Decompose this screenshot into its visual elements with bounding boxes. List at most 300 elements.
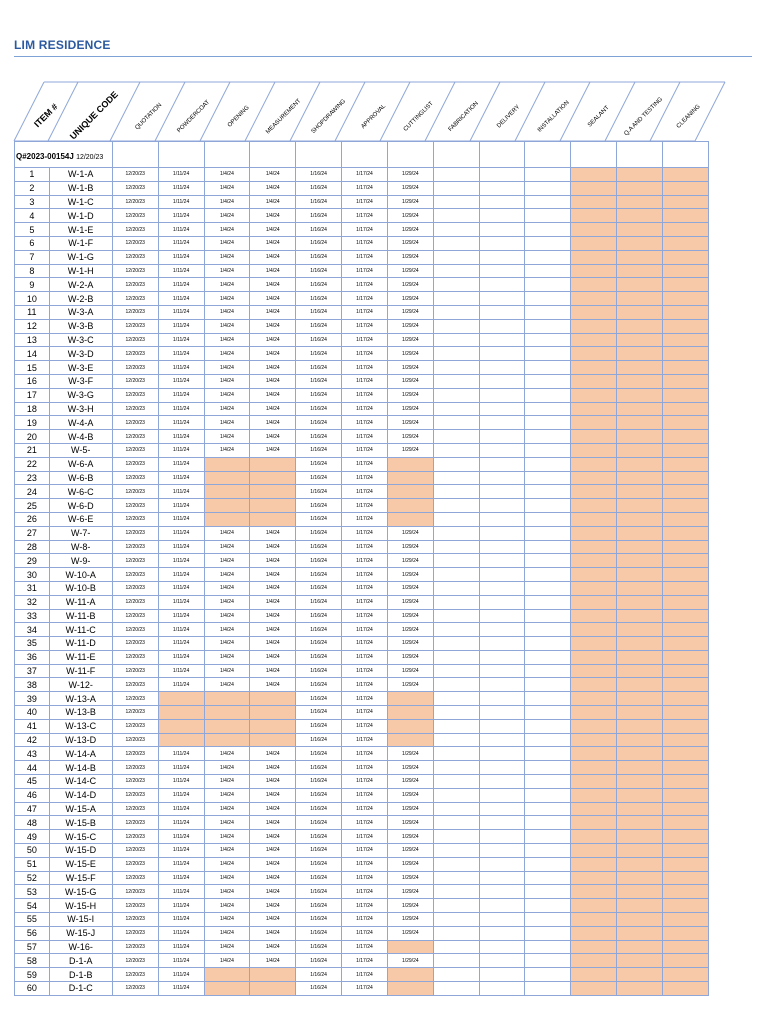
shopdrawing-date: 1/16/24	[296, 443, 342, 457]
quotation-date: 12/20/23	[112, 209, 158, 223]
opening-date: 1/4/24	[204, 664, 250, 678]
opening-date: 1/4/24	[204, 788, 250, 802]
qa-pending	[617, 278, 663, 292]
table-row	[15, 526, 709, 540]
cuttinglist-date: 1/29/24	[387, 761, 433, 775]
shopdrawing-date: 1/16/24	[296, 209, 342, 223]
powdercoat-date: 1/11/24	[158, 209, 204, 223]
sealant-pending	[571, 388, 617, 402]
sealant-pending	[571, 885, 617, 899]
unique-code: W-14-A	[49, 747, 112, 761]
unique-code: W-11-F	[49, 664, 112, 678]
approval-date: 1/17/24	[342, 499, 388, 513]
approval-date: 1/17/24	[342, 581, 388, 595]
opening-date: 1/4/24	[204, 761, 250, 775]
powdercoat-date: 1/11/24	[158, 857, 204, 871]
cleaning-pending	[662, 209, 708, 223]
qa-pending	[617, 168, 663, 182]
approval-date: 1/17/24	[342, 181, 388, 195]
measurement-date: 1/4/24	[250, 775, 296, 789]
opening-date: 1/4/24	[204, 430, 250, 444]
installation-cell	[525, 554, 571, 568]
sealant-pending	[571, 554, 617, 568]
installation-cell	[525, 954, 571, 968]
installation-cell	[525, 885, 571, 899]
powdercoat-date: 1/11/24	[158, 264, 204, 278]
opening-date: 1/4/24	[204, 678, 250, 692]
cuttinglist-pending	[387, 457, 433, 471]
table-row	[15, 361, 709, 375]
measurement-pending	[250, 692, 296, 706]
qa-pending	[617, 747, 663, 761]
sealant-pending	[571, 292, 617, 306]
qa-pending	[617, 388, 663, 402]
approval-date: 1/17/24	[342, 209, 388, 223]
measurement-date: 1/4/24	[250, 416, 296, 430]
opening-date: 1/4/24	[204, 637, 250, 651]
quotation-date: 12/20/23	[112, 554, 158, 568]
shopdrawing-date: 1/16/24	[296, 968, 342, 982]
table-row	[15, 609, 709, 623]
qa-pending	[617, 637, 663, 651]
cuttinglist-pending	[387, 706, 433, 720]
measurement-date: 1/4/24	[250, 236, 296, 250]
shopdrawing-date: 1/16/24	[296, 181, 342, 195]
qa-pending	[617, 361, 663, 375]
item-number: 48	[15, 816, 50, 830]
installation-cell	[525, 333, 571, 347]
installation-cell	[525, 499, 571, 513]
shopdrawing-date: 1/16/24	[296, 554, 342, 568]
cuttinglist-date: 1/29/24	[387, 581, 433, 595]
shopdrawing-date: 1/16/24	[296, 926, 342, 940]
quotation-date: 12/20/23	[112, 443, 158, 457]
cleaning-pending	[662, 416, 708, 430]
fabrication-cell	[433, 278, 479, 292]
table-row	[15, 857, 709, 871]
quotation-date: 12/20/23	[112, 968, 158, 982]
quote-number: Q#2023-00154J	[16, 151, 77, 161]
measurement-date: 1/4/24	[250, 195, 296, 209]
quote-row-cell	[479, 142, 525, 168]
fabrication-cell	[433, 250, 479, 264]
sealant-pending	[571, 499, 617, 513]
measurement-date: 1/4/24	[250, 899, 296, 913]
fabrication-cell	[433, 168, 479, 182]
unique-code: W-15-H	[49, 899, 112, 913]
cuttinglist-date: 1/29/24	[387, 802, 433, 816]
measurement-date: 1/4/24	[250, 223, 296, 237]
cleaning-pending	[662, 899, 708, 913]
table-row	[15, 885, 709, 899]
delivery-cell	[479, 706, 525, 720]
sealant-pending	[571, 195, 617, 209]
shopdrawing-date: 1/16/24	[296, 581, 342, 595]
unique-code: W-15-D	[49, 844, 112, 858]
shopdrawing-date: 1/16/24	[296, 609, 342, 623]
measurement-date: 1/4/24	[250, 305, 296, 319]
installation-cell	[525, 609, 571, 623]
table-row	[15, 264, 709, 278]
approval-date: 1/17/24	[342, 857, 388, 871]
table-row	[15, 457, 709, 471]
unique-code: W-6-B	[49, 471, 112, 485]
qa-pending	[617, 250, 663, 264]
approval-date: 1/17/24	[342, 333, 388, 347]
item-number: 33	[15, 609, 50, 623]
shopdrawing-date: 1/16/24	[296, 595, 342, 609]
sealant-pending	[571, 664, 617, 678]
cleaning-pending	[662, 857, 708, 871]
sealant-pending	[571, 899, 617, 913]
qa-pending	[617, 374, 663, 388]
powdercoat-date: 1/11/24	[158, 168, 204, 182]
approval-date: 1/17/24	[342, 926, 388, 940]
installation-cell	[525, 292, 571, 306]
cleaning-pending	[662, 361, 708, 375]
item-number: 38	[15, 678, 50, 692]
unique-code: W-2-A	[49, 278, 112, 292]
opening-date: 1/4/24	[204, 526, 250, 540]
table-row	[15, 954, 709, 968]
column-header-opening: OPENING	[226, 104, 251, 129]
item-number: 14	[15, 347, 50, 361]
delivery-cell	[479, 347, 525, 361]
item-number: 25	[15, 499, 50, 513]
item-number: 24	[15, 485, 50, 499]
unique-code: W-11-C	[49, 623, 112, 637]
installation-cell	[525, 788, 571, 802]
quotation-date: 12/20/23	[112, 305, 158, 319]
delivery-cell	[479, 678, 525, 692]
item-number: 50	[15, 844, 50, 858]
cleaning-pending	[662, 264, 708, 278]
quotation-date: 12/20/23	[112, 913, 158, 927]
qa-pending	[617, 899, 663, 913]
quotation-date: 12/20/23	[112, 650, 158, 664]
shopdrawing-date: 1/16/24	[296, 885, 342, 899]
quotation-date: 12/20/23	[112, 747, 158, 761]
opening-pending	[204, 733, 250, 747]
opening-pending	[204, 982, 250, 996]
cleaning-pending	[662, 526, 708, 540]
fabrication-cell	[433, 788, 479, 802]
measurement-date: 1/4/24	[250, 347, 296, 361]
opening-date: 1/4/24	[204, 168, 250, 182]
unique-code: W-15-B	[49, 816, 112, 830]
cleaning-pending	[662, 761, 708, 775]
fabrication-cell	[433, 816, 479, 830]
opening-date: 1/4/24	[204, 650, 250, 664]
fabrication-cell	[433, 623, 479, 637]
cleaning-pending	[662, 719, 708, 733]
item-number: 58	[15, 954, 50, 968]
fabrication-cell	[433, 181, 479, 195]
quote-row-cell	[617, 142, 663, 168]
delivery-cell	[479, 788, 525, 802]
installation-cell	[525, 278, 571, 292]
qa-pending	[617, 457, 663, 471]
fabrication-cell	[433, 637, 479, 651]
qa-pending	[617, 706, 663, 720]
fabrication-cell	[433, 926, 479, 940]
sealant-pending	[571, 264, 617, 278]
sealant-pending	[571, 250, 617, 264]
powdercoat-date: 1/11/24	[158, 278, 204, 292]
item-number: 16	[15, 374, 50, 388]
cuttinglist-date: 1/29/24	[387, 292, 433, 306]
cleaning-pending	[662, 292, 708, 306]
cleaning-pending	[662, 637, 708, 651]
item-number: 4	[15, 209, 50, 223]
cuttinglist-date: 1/29/24	[387, 264, 433, 278]
delivery-cell	[479, 664, 525, 678]
cuttinglist-date: 1/29/24	[387, 568, 433, 582]
cuttinglist-date: 1/29/24	[387, 319, 433, 333]
quotation-date: 12/20/23	[112, 733, 158, 747]
shopdrawing-date: 1/16/24	[296, 830, 342, 844]
sealant-pending	[571, 305, 617, 319]
shopdrawing-date: 1/16/24	[296, 361, 342, 375]
opening-date: 1/4/24	[204, 802, 250, 816]
delivery-cell	[479, 830, 525, 844]
table-row	[15, 209, 709, 223]
approval-date: 1/17/24	[342, 775, 388, 789]
shopdrawing-date: 1/16/24	[296, 236, 342, 250]
shopdrawing-date: 1/16/24	[296, 402, 342, 416]
measurement-date: 1/4/24	[250, 885, 296, 899]
cuttinglist-pending	[387, 968, 433, 982]
quotation-date: 12/20/23	[112, 595, 158, 609]
column-header-measurement: MEASUREMENT	[265, 98, 303, 136]
qa-pending	[617, 650, 663, 664]
sealant-pending	[571, 319, 617, 333]
cleaning-pending	[662, 830, 708, 844]
opening-pending	[204, 471, 250, 485]
cleaning-pending	[662, 568, 708, 582]
quotation-date: 12/20/23	[112, 278, 158, 292]
fabrication-cell	[433, 609, 479, 623]
cleaning-pending	[662, 305, 708, 319]
installation-cell	[525, 568, 571, 582]
approval-date: 1/17/24	[342, 361, 388, 375]
unique-code: W-1-F	[49, 236, 112, 250]
measurement-date: 1/4/24	[250, 816, 296, 830]
qa-pending	[617, 292, 663, 306]
powdercoat-date: 1/11/24	[158, 623, 204, 637]
item-number: 3	[15, 195, 50, 209]
unique-code: W-3-D	[49, 347, 112, 361]
table-row	[15, 278, 709, 292]
shopdrawing-date: 1/16/24	[296, 347, 342, 361]
installation-cell	[525, 223, 571, 237]
shopdrawing-date: 1/16/24	[296, 844, 342, 858]
fabrication-cell	[433, 954, 479, 968]
delivery-cell	[479, 816, 525, 830]
measurement-pending	[250, 968, 296, 982]
sealant-pending	[571, 802, 617, 816]
quote-row-cell	[662, 142, 708, 168]
cleaning-pending	[662, 788, 708, 802]
approval-date: 1/17/24	[342, 706, 388, 720]
measurement-pending	[250, 982, 296, 996]
quotation-date: 12/20/23	[112, 581, 158, 595]
approval-date: 1/17/24	[342, 816, 388, 830]
powdercoat-pending	[158, 692, 204, 706]
cleaning-pending	[662, 775, 708, 789]
fabrication-cell	[433, 885, 479, 899]
table-row	[15, 940, 709, 954]
powdercoat-date: 1/11/24	[158, 554, 204, 568]
cuttinglist-date: 1/29/24	[387, 871, 433, 885]
quotation-date: 12/20/23	[112, 374, 158, 388]
qa-pending	[617, 968, 663, 982]
column-header-cuttinglist: CUTTINGLIST	[402, 100, 435, 133]
fabrication-cell	[433, 512, 479, 526]
powdercoat-date: 1/11/24	[158, 347, 204, 361]
fabrication-cell	[433, 319, 479, 333]
opening-date: 1/4/24	[204, 830, 250, 844]
approval-date: 1/17/24	[342, 650, 388, 664]
measurement-pending	[250, 733, 296, 747]
opening-date: 1/4/24	[204, 554, 250, 568]
measurement-date: 1/4/24	[250, 568, 296, 582]
unique-code: W-15-G	[49, 885, 112, 899]
delivery-cell	[479, 209, 525, 223]
opening-date: 1/4/24	[204, 236, 250, 250]
powdercoat-date: 1/11/24	[158, 402, 204, 416]
opening-pending	[204, 457, 250, 471]
opening-date: 1/4/24	[204, 885, 250, 899]
delivery-cell	[479, 775, 525, 789]
opening-date: 1/4/24	[204, 402, 250, 416]
cuttinglist-date: 1/29/24	[387, 816, 433, 830]
qa-pending	[617, 347, 663, 361]
measurement-date: 1/4/24	[250, 940, 296, 954]
column-header-installation: INSTALLATION	[536, 99, 571, 134]
powdercoat-date: 1/11/24	[158, 954, 204, 968]
qa-pending	[617, 678, 663, 692]
approval-date: 1/17/24	[342, 719, 388, 733]
cuttinglist-date: 1/29/24	[387, 209, 433, 223]
powdercoat-date: 1/11/24	[158, 678, 204, 692]
powdercoat-date: 1/11/24	[158, 982, 204, 996]
quotation-date: 12/20/23	[112, 623, 158, 637]
shopdrawing-date: 1/16/24	[296, 333, 342, 347]
approval-date: 1/17/24	[342, 733, 388, 747]
item-number: 15	[15, 361, 50, 375]
opening-date: 1/4/24	[204, 388, 250, 402]
approval-date: 1/17/24	[342, 540, 388, 554]
table-row	[15, 802, 709, 816]
sealant-pending	[571, 568, 617, 582]
sealant-pending	[571, 747, 617, 761]
table-row	[15, 761, 709, 775]
qa-pending	[617, 816, 663, 830]
cleaning-pending	[662, 402, 708, 416]
header-diagonal-line	[110, 82, 140, 141]
item-number: 20	[15, 430, 50, 444]
approval-date: 1/17/24	[342, 802, 388, 816]
item-number: 23	[15, 471, 50, 485]
cleaning-pending	[662, 816, 708, 830]
item-number: 2	[15, 181, 50, 195]
fabrication-cell	[433, 471, 479, 485]
opening-pending	[204, 485, 250, 499]
approval-date: 1/17/24	[342, 692, 388, 706]
quotation-date: 12/20/23	[112, 940, 158, 954]
table-row	[15, 913, 709, 927]
item-number: 8	[15, 264, 50, 278]
unique-code: W-6-D	[49, 499, 112, 513]
approval-date: 1/17/24	[342, 913, 388, 927]
cuttinglist-date: 1/29/24	[387, 788, 433, 802]
measurement-date: 1/4/24	[250, 788, 296, 802]
sealant-pending	[571, 775, 617, 789]
cuttinglist-date: 1/29/24	[387, 181, 433, 195]
cuttinglist-date: 1/29/24	[387, 443, 433, 457]
cuttinglist-date: 1/29/24	[387, 374, 433, 388]
opening-pending	[204, 512, 250, 526]
cleaning-pending	[662, 885, 708, 899]
cleaning-pending	[662, 485, 708, 499]
installation-cell	[525, 236, 571, 250]
opening-date: 1/4/24	[204, 871, 250, 885]
opening-pending	[204, 499, 250, 513]
sealant-pending	[571, 236, 617, 250]
quotation-date: 12/20/23	[112, 982, 158, 996]
approval-date: 1/17/24	[342, 416, 388, 430]
quotation-date: 12/20/23	[112, 802, 158, 816]
item-number: 57	[15, 940, 50, 954]
measurement-date: 1/4/24	[250, 664, 296, 678]
quotation-date: 12/20/23	[112, 871, 158, 885]
delivery-cell	[479, 581, 525, 595]
measurement-pending	[250, 471, 296, 485]
sealant-pending	[571, 719, 617, 733]
sealant-pending	[571, 347, 617, 361]
measurement-date: 1/4/24	[250, 926, 296, 940]
item-number: 35	[15, 637, 50, 651]
item-number: 60	[15, 982, 50, 996]
qa-pending	[617, 195, 663, 209]
cuttinglist-pending	[387, 692, 433, 706]
approval-date: 1/17/24	[342, 195, 388, 209]
unique-code: W-13-D	[49, 733, 112, 747]
powdercoat-date: 1/11/24	[158, 968, 204, 982]
qa-pending	[617, 788, 663, 802]
delivery-cell	[479, 568, 525, 582]
powdercoat-date: 1/11/24	[158, 319, 204, 333]
shopdrawing-date: 1/16/24	[296, 733, 342, 747]
cuttinglist-date: 1/29/24	[387, 250, 433, 264]
measurement-date: 1/4/24	[250, 264, 296, 278]
shopdrawing-date: 1/16/24	[296, 982, 342, 996]
powdercoat-date: 1/11/24	[158, 802, 204, 816]
shopdrawing-date: 1/16/24	[296, 499, 342, 513]
sealant-pending	[571, 913, 617, 927]
cuttinglist-pending	[387, 499, 433, 513]
item-number: 26	[15, 512, 50, 526]
quotation-date: 12/20/23	[112, 471, 158, 485]
unique-code: W-11-E	[49, 650, 112, 664]
unique-code: W-14-C	[49, 775, 112, 789]
cleaning-pending	[662, 347, 708, 361]
shopdrawing-date: 1/16/24	[296, 471, 342, 485]
shopdrawing-date: 1/16/24	[296, 816, 342, 830]
installation-cell	[525, 471, 571, 485]
sealant-pending	[571, 650, 617, 664]
